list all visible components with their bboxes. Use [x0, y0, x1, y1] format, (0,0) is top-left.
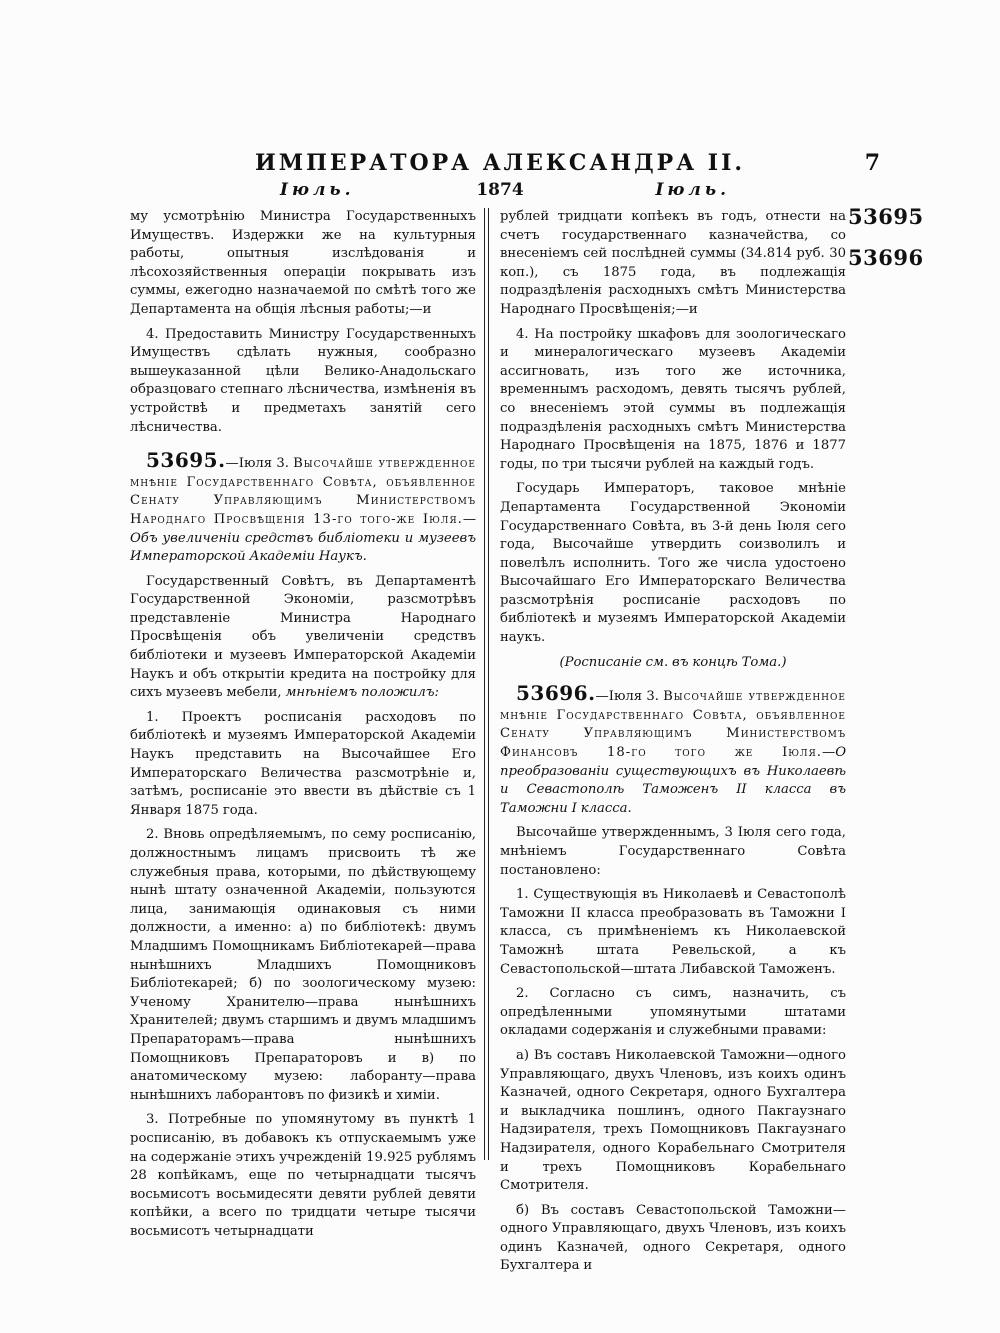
paragraph: 4. На постройку шкафовъ для зоологическаго и минералогическаго музеевъ Академіи ассигновать, изъ того же источника, временнымъ расходомъ, девять тысячъ рублей, со внесеніемъ этой суммы въ подлежащія подраздѣленія расходныхъ смѣтъ Министерства Народнаго Просвѣщенія на 1875, 1876 и 1877 годы, по три тысячи рублей на каждый годъ. — [500, 326, 846, 472]
entry-53696 — [500, 681, 846, 818]
paragraph: рублей тридцати копѣекъ въ годъ, отнести на счетъ государственнаго казначейства, со внесеніемъ сей послѣдней суммы (34.814 руб. 30 коп.), съ 1875 года, въ подлежащія подраздѣленія расходныхъ смѣтъ Министерства Народнаго Просвѣщенія;—и — [500, 209, 846, 317]
margin-entry-number-2: 53696 — [848, 245, 924, 270]
paragraph: 2. Вновь опредѣляемымъ, по сему росписанію, должностнымъ лицамъ присвоить тѣ же служебныя права, которыми, по дѣйствующему нынѣ штату означенной Академіи, пользуются лица, занимающія одинаковыя съ ними должности, а именно: а) по библіотекѣ: двумъ Младшимъ Помощникамъ Библіотекарей—права нынѣшнихъ Младшихъ Помощниковъ Библіотекарей; б) по зоологическому музею: Ученому Хранителю—права нынѣшнихъ Хранителей; двумъ старшимъ и двумъ младшимъ Препараторамъ—права нынѣшнихъ Помощниковъ Препараторовъ и в) по анатомическому музею: лаборанту—права нынѣшнихъ лаборантовъ по физикѣ и химіи. — [130, 827, 476, 1103]
paragraph: му усмотрѣнію Министра Государственныхъ Имуществъ. Издержки же на культурныя работы, опытныя изслѣдованія и лѣсохозяйственныя операціи покрывать изъ суммы, ежегодно назначаемой по смѣтѣ того же Департамента на общія лѣсныя работы;—и — [130, 209, 476, 317]
paragraph — [130, 573, 476, 703]
entry-date: —Іюля 3. — [595, 689, 659, 705]
left-column — [130, 208, 476, 1247]
year: 1874 — [476, 180, 524, 200]
entry-title: —Объ увеличеніи средствъ библіотеки и музеевъ Императорской Академіи Наукъ. — [130, 511, 476, 565]
paragraph: Государь Императоръ, таковое мнѣніе Департамента Государственной Экономіи Государственнаго Совѣта, въ 3-й день Іюля сего года, Высочайше утвердить соизволилъ и повелѣлъ исполнить. Того же числа удостоено Высочайшаго Его Императорскаго Величества разсмотрѣнія росписаніе расходовъ по библіотекѣ и музеямъ Императорской Академіи наукъ. — [500, 481, 846, 646]
column-divider — [484, 208, 489, 1160]
paragraph-emphasis: мнѣніемъ положилъ: — [285, 685, 439, 701]
entry-heading: Высочайше утвержденное мнѣніе Государственнаго Совѣта, объявленное Сенату Управляющимъ Министерствомъ Финансовъ 18-го того же Іюля. — [500, 689, 846, 761]
margin-entry-number-1: 53695 — [848, 204, 924, 229]
paragraph: 1. Проектъ росписанія расходовъ по библіотекѣ и музеямъ Императорской Академіи Наукъ представить на Высочайшее Его Императорскаго Величества разсмотрѣніе и, затѣмъ, росписаніе это ввести въ дѣйствіе съ 1 Января 1875 года. — [130, 709, 476, 818]
page-title: ИМПЕРАТОРА АЛЕКСАНДРА II. — [254, 150, 746, 176]
entry-date: —Іюля 3. — [225, 456, 289, 472]
running-subhead — [140, 180, 860, 202]
paragraph: б) Въ составъ Севастопольской Таможни—одного Управляющаго, двухъ Членовъ, изъ коихъ одинъ Казначей, одного Секретаря, одного Бухгалтера и — [500, 1202, 846, 1274]
entry-title: —О преобразованіи существующихъ въ Николаевѣ и Севастополѣ Таможенъ II класса въ Таможни I класса. — [500, 745, 846, 816]
paragraph: а) Въ составъ Николаевской Таможни—одного Управляющаго, двухъ Членовъ, изъ коихъ одинъ Казначей, одного Секретаря, одного Бухгалтера и выкладчика пошлинъ, одного Пакгаузнаго Надзирателя, трехъ Помощниковъ Пакгаузнаго Надзирателя, одного Корабельнаго Смотрителя и трехъ Помощниковъ Корабельнаго Смотрителя. — [500, 1047, 846, 1194]
right-column — [500, 208, 846, 1282]
note: (Росписаніе см. въ концѣ Тома.) — [559, 654, 787, 670]
page-number: 7 — [864, 150, 880, 176]
entry-53695 — [130, 448, 476, 567]
entry-number: 53695. — [146, 448, 226, 473]
paragraph: 2. Согласно съ симъ, назначить, съ опредѣленными упомянутыми штатами окладами содержанія и служебными правами: — [500, 986, 846, 1039]
paragraph-text: Государственный Совѣтъ, въ Департаментѣ Государственной Экономіи, разсмотрѣвъ представленіе Министра Народнаго Просвѣщенія объ увеличеніи средствъ библіотеки и музеевъ Императорской Академіи Наукъ и объ открытіи кредита на постройку для сихъ музеевъ мебели, — [130, 573, 476, 701]
running-head — [140, 150, 880, 200]
entry-heading: Высочайше утвержденное мнѣніе Государственнаго Совѣта, объявленное Сенату Управляющимъ Министерствомъ Народнаго Просвѣщенія 13-го того-же Іюля. — [130, 456, 476, 527]
month-right: Іюль. — [655, 180, 730, 200]
paragraph: 1. Существующія въ Николаевѣ и Севастополѣ Таможни II класса преобразовать въ Таможни I класса, съ примѣненіемъ къ Николаевской Таможнѣ штата Ревельской, а къ Севастопольской—штата Либавской Таможенъ. — [500, 887, 846, 977]
month-left: Іюль. — [280, 180, 355, 200]
entry-number: 53696. — [516, 681, 596, 706]
paragraph: Высочайше утвержденнымъ, 3 Іюля сего года, мнѣніемъ Государственнаго Совѣта постановлено: — [500, 825, 846, 878]
paragraph: 3. Потребные по упомянутому въ пунктѣ 1 росписанію, въ добавокъ къ отпускаемымъ уже на содержаніе этихъ учрежденій 19.925 рублямъ 28 копѣйкамъ, еще по четырнадцати тысячъ восьмисотъ восьмидесяти девяти рублей девяти копѣйки, а всего по тридцати четыре тысячи восьмисотъ четырнадцати — [130, 1112, 476, 1239]
paragraph: 4. Предоставить Министру Государственныхъ Имуществъ сдѣлать нужныя, сообразно вышеуказанной цѣли Велико-Анадольскаго образцоваго степнаго лѣсничества, измѣненія въ устройствѣ и предметахъ занятій сего лѣсничества. — [130, 326, 476, 435]
